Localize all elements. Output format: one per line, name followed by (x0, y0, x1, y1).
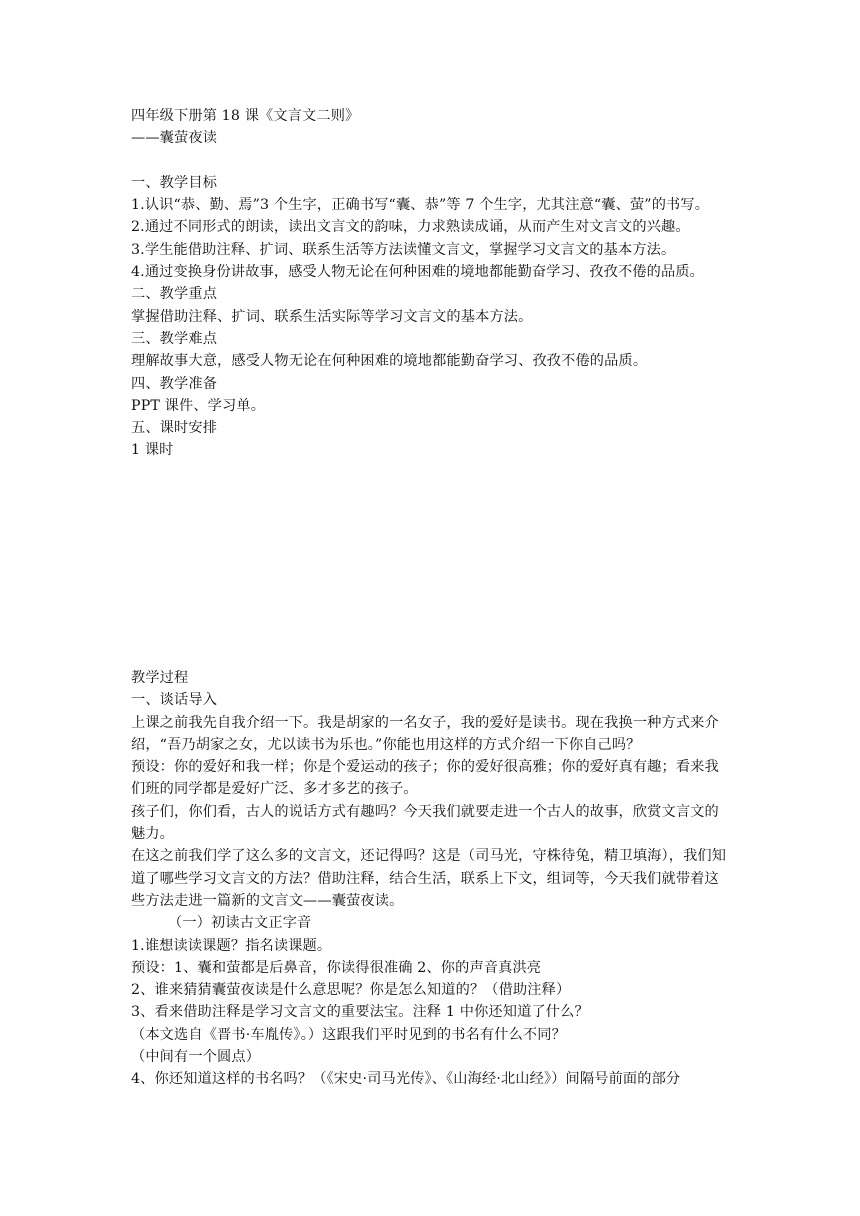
document-title: 四年级下册第 18 课《文言文二则》 (131, 108, 360, 124)
intro-paragraph: 预设：你的爱好和我一样；你是个爱运动的孩子；你的爱好很高雅；你的爱好真有趣；看来我们班的同学都是爱好广泛、多才多艺的孩子。 (131, 759, 719, 798)
preparation-heading: 四、教学准备 (131, 375, 218, 392)
key-points-text: 掌握借助注释、扩词、联系生活实际等学习文言文的基本方法。 (131, 308, 533, 325)
process-item: 3、看来借助注释是学习文言文的重要法宝。注释 1 中你还知道了什么？ (131, 1004, 589, 1021)
difficulty-text: 理解故事大意，感受人物无论在何种困难的境地都能勤奋学习、孜孜不倦的品质。 (131, 353, 648, 370)
process-item: 预设：1、囊和萤都是后鼻音，你读得很准确 2、你的声音真洪亮 (131, 959, 542, 976)
intro-heading: 一、谈话导入 (131, 692, 218, 709)
schedule-text: 1 课时 (131, 442, 174, 459)
goal-item: 3.学生能借助注释、扩词、联系生活等方法读懂文言文，掌握学习文言文的基本方法。 (131, 241, 676, 258)
key-points-heading: 二、教学重点 (131, 286, 218, 303)
process-heading: 教学过程 (131, 670, 189, 686)
process-item: 4、你还知道这样的书名吗？（《宋史·司马光传》、《山海经·北山经》）间隔号前面的部分 (131, 1071, 681, 1088)
intro-paragraph: 上课之前我先自我介绍一下。我是胡家的一名女子，我的爱好是读书。现在我换一种方式来介绍，“吾乃胡家之女，尤以读书为乐也。”你能也用这样的方式介绍一下你自己吗？ (131, 714, 719, 753)
goals-heading: 一、教学目标 (131, 174, 218, 191)
blank-line (131, 150, 733, 172)
process-item: 1.谁想读读课题？指名读课题。 (131, 937, 332, 954)
process-item: 2、谁来猜猜囊萤夜读是什么意思呢？你是怎么知道的？（借助注释） (131, 982, 571, 999)
difficulty-heading: 三、教学难点 (131, 330, 218, 347)
lesson-plan-section (131, 105, 733, 462)
goal-item: 1.认识“恭、勤、焉”3 个生字，正确书写“囊、恭”等 7 个生字，尤其注意“囊、萤”的书写。 (131, 197, 710, 214)
process-item: （本文选自《晋书·车胤传》。）这跟我们平时见到的书名有什么不同？ (131, 1026, 566, 1043)
preparation-text: PPT 课件、学习单。 (131, 397, 266, 414)
goal-item: 2.通过不同形式的朗读，读出文言文的韵味，力求熟读成诵，从而产生对文言文的兴趣。 (131, 219, 690, 236)
document-subtitle: ——囊萤夜读 (131, 130, 218, 147)
goal-item: 4.通过变换身份讲故事，感受人物无论在何种困难的境地都能勤奋学习、孜孜不倦的品质。 (131, 264, 705, 281)
intro-paragraph: 孩子们，你们看，古人的说话方式有趣吗？今天我们就要走进一个古人的故事，欣赏文言文的魅力。 (131, 803, 719, 843)
subsection-heading: （一）初读古文正字音 (168, 915, 312, 932)
process-item: （中间有一个圆点） (131, 1049, 261, 1066)
teaching-process-section (131, 667, 733, 1091)
schedule-heading: 五、课时安排 (131, 420, 218, 437)
intro-paragraph: 在这之前我们学了这么多的文言文，还记得吗？这是（司马光，守株待兔，精卫填海），我们知道了哪些学习文言文的方法？借助注释，结合生活，联系上下文，组词等，今天我们就带着这些方法走进一篇新的文言文——囊萤夜读。 (131, 848, 727, 909)
